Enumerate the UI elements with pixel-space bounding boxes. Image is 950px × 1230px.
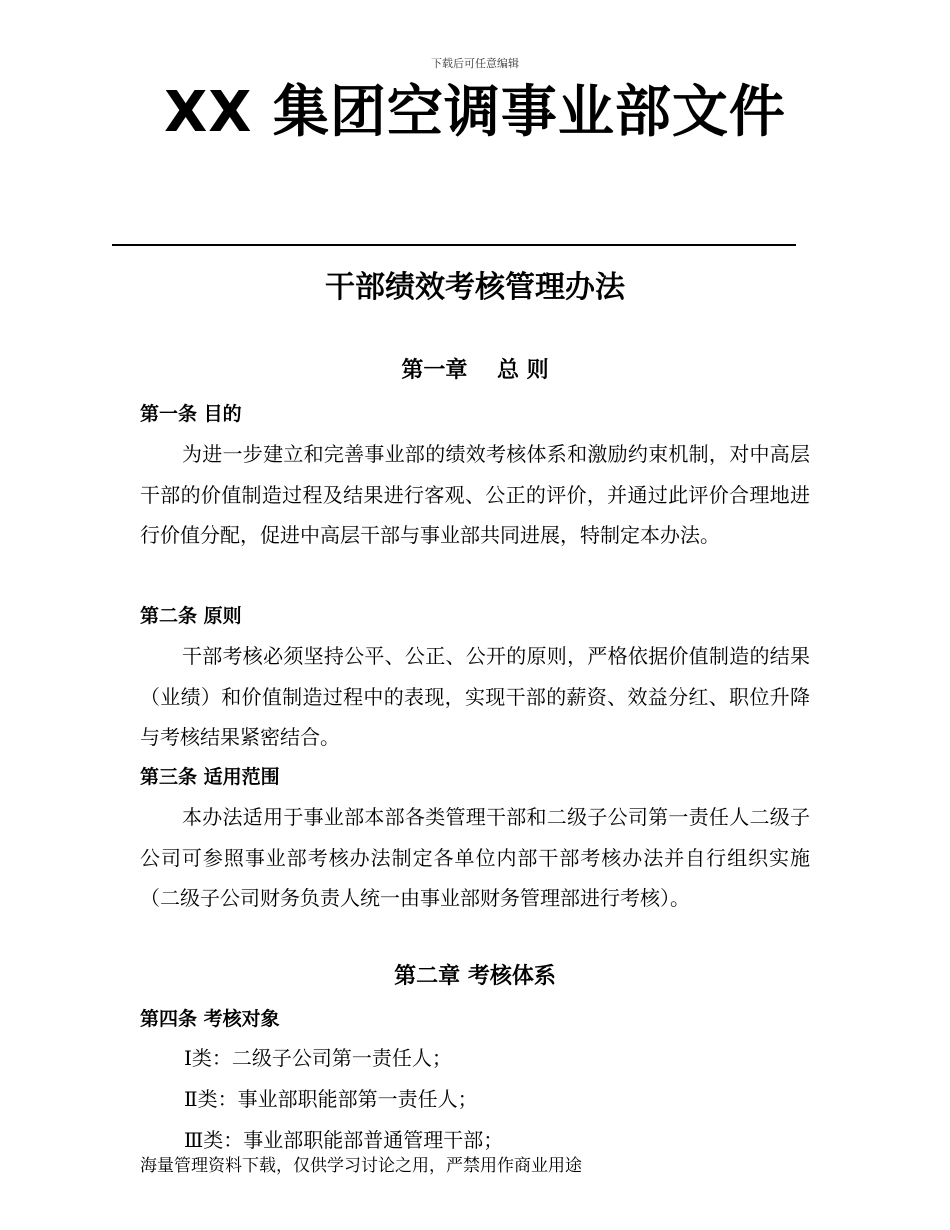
article-4-heading: 第四条 考核对象 [140,1008,280,1030]
chapter-1-heading: 第一章 总 则 [401,358,549,383]
article-1-text: 为进一步建立和完善事业部的绩效考核体系和激励约束机制，对中高层干部的价值制造过程及结果进行客观、公正的评价，并通过此评价合理地进行价值分配，促进中高层干部与事业部共同进展，特制定本办法。 [140,442,810,547]
target-category-1: Ⅰ类：二级子公司第一责任人； [184,1046,452,1070]
target-category-2: Ⅱ类：事业部职能部第一责任人； [184,1087,478,1111]
header-divider [112,244,796,246]
document-header-title: XX 集团空调事业部文件 [164,80,786,145]
page-footer: 海量管理资料下载，仅供学习讨论之用，严禁用作商业用途 [140,1156,582,1176]
chapter-2-heading: 第二章 考核体系 [394,964,556,989]
article-3-text: 本办法适用于事业部本部各类管理干部和二级子公司第一责任人二级子公司可参照事业部考核办法制定各单位内部干部考核办法并自行组织实施（二级子公司财务负责人统一由事业部财务管理部进行考核）。 [140,805,810,910]
article-2-heading: 第二条 原则 [140,605,242,627]
article-2-text: 干部考核必须坚持公平、公正、公开的原则，严格依据价值制造的结果（业绩）和价值制造过程中的表现，实现干部的薪资、效益分红、职位升降与考核结果紧密结合。 [140,644,810,749]
download-watermark: 下载后可任意编辑 [431,57,519,70]
article-1-heading: 第一条 目的 [140,403,242,425]
target-category-3: Ⅲ类：事业部职能部普通管理干部； [184,1128,504,1152]
article-3-heading: 第三条 适用范围 [140,766,280,788]
document-title: 干部绩效考核管理办法 [325,270,625,305]
